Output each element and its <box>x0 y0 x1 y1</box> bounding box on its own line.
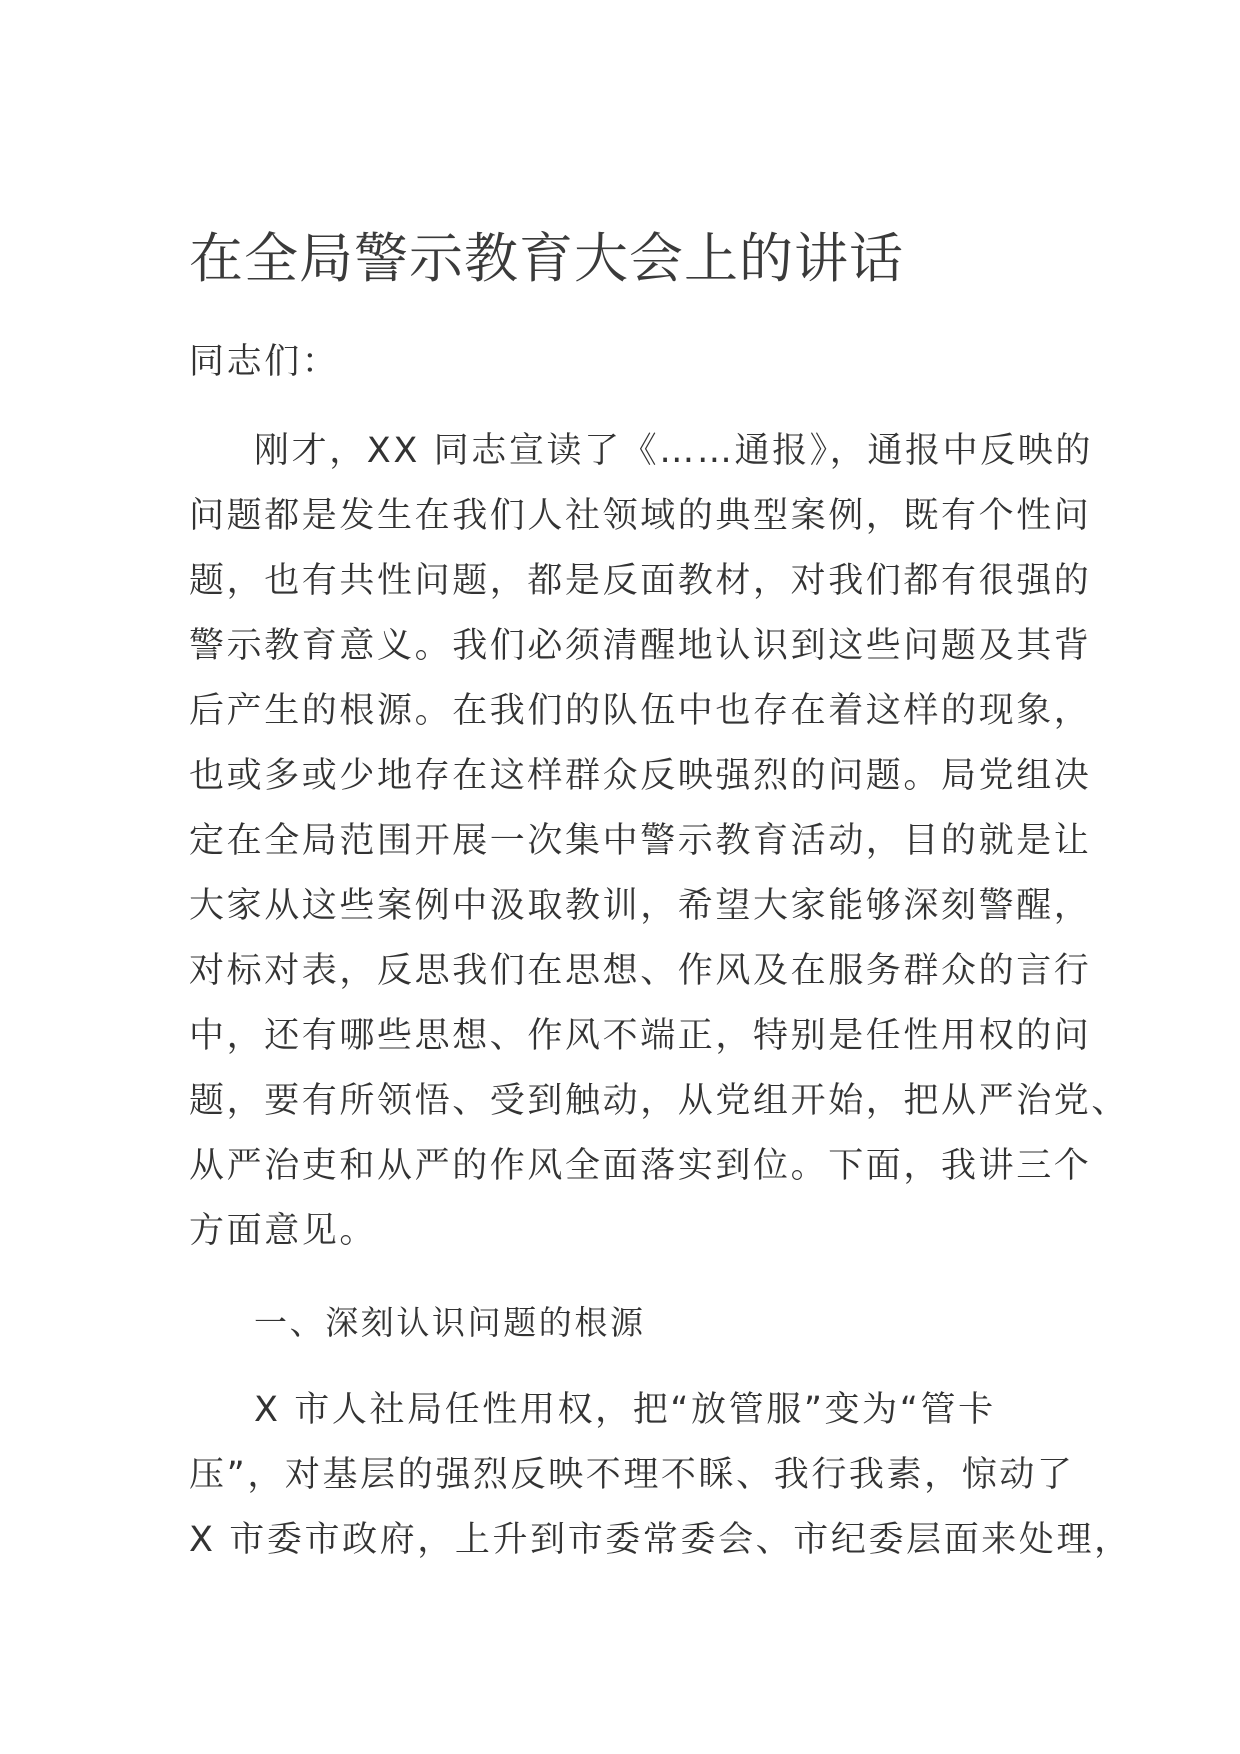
paragraph-line: 警示教育意义。我们必须清醒地认识到这些问题及其背 <box>189 626 1092 666</box>
section-heading: 一、深刻认识问题的根源 <box>254 1303 646 1342</box>
paragraph-line: 压”，对基层的强烈反映不理不睬、我行我素，惊动了 <box>189 1455 1075 1495</box>
document-title: 在全局警示教育大会上的讲话 <box>189 227 904 290</box>
paragraph-line: 题，要有所领悟、受到触动，从党组开始，把从严治党、 <box>189 1081 1130 1121</box>
paragraph-line: 中，还有哪些思想、作风不端正，特别是任性用权的问 <box>189 1016 1092 1056</box>
paragraph-line: 大家从这些案例中汲取教训，希望大家能够深刻警醒， <box>189 886 1092 926</box>
paragraph-line: 题，也有共性问题，都是反面教材，对我们都有很强的 <box>189 561 1092 601</box>
paragraph-line: 定在全局范围开展一次集中警示教育活动，目的就是让 <box>189 821 1092 861</box>
paragraph-line: 刚才，XX 同志宣读了《……通报》，通报中反映的 <box>254 431 1093 471</box>
paragraph-line: 后产生的根源。在我们的队伍中也存在着这样的现象， <box>189 691 1092 731</box>
paragraph-line: 方面意见。 <box>189 1211 378 1251</box>
salutation: 同志们： <box>189 342 340 382</box>
paragraph-line: 从严治吏和从严的作风全面落实到位。下面，我讲三个 <box>189 1146 1092 1186</box>
paragraph-line: 也或多或少地存在这样群众反映强烈的问题。局党组决 <box>189 756 1092 796</box>
paragraph-line: 对标对表，反思我们在思想、作风及在服务群众的言行 <box>189 951 1092 991</box>
paragraph-line: 问题都是发生在我们人社领域的典型案例，既有个性问 <box>189 496 1092 536</box>
paragraph-line: X 市委市政府，上升到市委常委会、市纪委层面来处理， <box>189 1520 1132 1560</box>
paragraph-line: X 市人社局任性用权，把“放管服”变为“管卡 <box>254 1390 996 1430</box>
